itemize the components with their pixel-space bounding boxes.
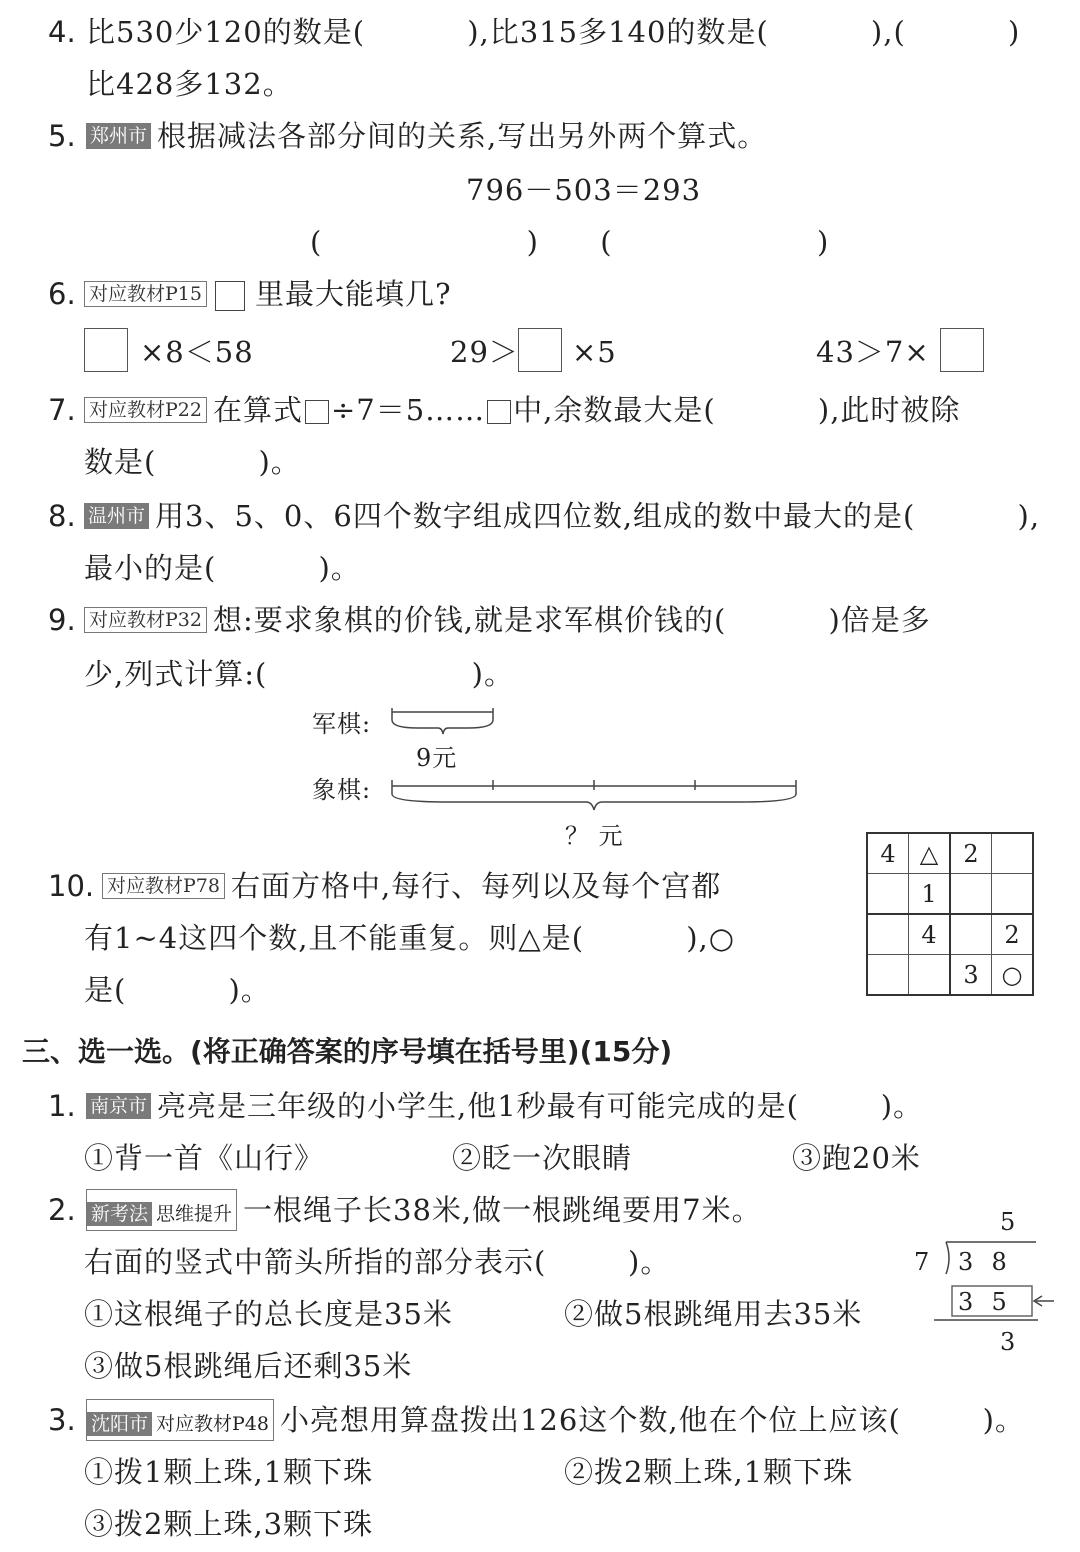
question-text: 想:要求象棋的价钱,就是求军棋价钱的( )倍是多 bbox=[212, 603, 931, 637]
option: ①背一首《山行》 bbox=[84, 1141, 325, 1175]
question-line bbox=[84, 496, 1040, 536]
division-bracket bbox=[928, 1238, 1078, 1328]
question-line bbox=[102, 866, 721, 906]
grid-cell bbox=[867, 874, 909, 915]
region-tag: 郑州市 bbox=[86, 123, 151, 149]
option: ①这根绳子的总长度是35米 bbox=[84, 1297, 453, 1331]
diagram-label: 军棋: bbox=[312, 710, 372, 738]
grid-cell bbox=[992, 833, 1034, 874]
question-number: 1. bbox=[48, 1089, 76, 1123]
diagram-value: ？ 元 bbox=[565, 822, 624, 850]
answer-box[interactable] bbox=[215, 281, 245, 311]
question-line bbox=[86, 116, 767, 156]
tag-group bbox=[86, 1399, 274, 1441]
question-line bbox=[86, 1190, 762, 1231]
textbook-tag: 对应教材P48 bbox=[156, 1413, 269, 1435]
question-number: 2. bbox=[48, 1193, 76, 1227]
question-text: 根据减法各部分间的关系,写出另外两个算式。 bbox=[157, 119, 768, 153]
grid-cell: 4 bbox=[867, 833, 909, 874]
question-text: 数是( )。 bbox=[84, 445, 301, 479]
grid-cell: 1 bbox=[909, 874, 951, 915]
diagram-value: 9元 bbox=[416, 744, 458, 772]
quotient: 5 bbox=[1000, 1208, 1017, 1236]
option: ③跑20米 bbox=[792, 1141, 921, 1175]
question-text: 有1~4这四个数,且不能重复。则△是( ),○ bbox=[84, 921, 736, 955]
option: ②拨2颗上珠,1颗下珠 bbox=[564, 1455, 854, 1489]
question-line bbox=[84, 390, 960, 430]
grid-cell: 2 bbox=[950, 833, 992, 874]
question-number: 7. bbox=[48, 393, 76, 427]
dividend: 3 8 bbox=[958, 1248, 1008, 1276]
question-number: 4. bbox=[48, 15, 76, 49]
option: ③拨2颗上珠,3颗下珠 bbox=[84, 1507, 374, 1541]
question-text: 用3、5、0、6四个数字组成四位数,组成的数中最大的是( ), bbox=[155, 499, 1041, 533]
diagram-label: 象棋: bbox=[312, 776, 372, 804]
question-number: 8. bbox=[48, 499, 76, 533]
grid-cell bbox=[867, 955, 909, 996]
remainder: 3 bbox=[1000, 1328, 1017, 1356]
grid-cell: 4 bbox=[909, 914, 951, 955]
grid-cell bbox=[992, 874, 1034, 915]
grid-cell: 2 bbox=[992, 914, 1034, 955]
answer-blanks: ( ) ( ) bbox=[310, 225, 830, 259]
question-number: 9. bbox=[48, 603, 76, 637]
grid-cell: △ bbox=[909, 833, 951, 874]
question-text: 亮亮是三年级的小学生,他1秒最有可能完成的是( )。 bbox=[157, 1089, 924, 1123]
region-tag: 南京市 bbox=[86, 1093, 151, 1119]
region-tag: 温州市 bbox=[84, 503, 149, 529]
grid-cell: ○ bbox=[992, 955, 1034, 996]
sudoku-grid bbox=[866, 832, 1034, 996]
grid-cell bbox=[950, 874, 992, 915]
question-number: 3. bbox=[48, 1403, 76, 1437]
question-line bbox=[86, 1400, 1025, 1441]
question-text: 小亮想用算盘拨出126这个数,他在个位上应该( )。 bbox=[279, 1403, 1025, 1437]
question-text: 右面方格中,每行、每列以及每个宫都 bbox=[230, 869, 722, 903]
equation: 796－503＝293 bbox=[466, 173, 702, 207]
question-text: 是( )。 bbox=[84, 973, 271, 1007]
question-text: 比530少120的数是( ),比315多140的数是( ),( ) bbox=[86, 15, 1021, 49]
inequality: ×8＜58 bbox=[140, 335, 254, 369]
question-text: 一根绳子长38米,做一根跳绳要用7米。 bbox=[243, 1193, 762, 1227]
option: ②眨一次眼睛 bbox=[452, 1141, 633, 1175]
divisor: 7 bbox=[914, 1248, 931, 1276]
grid-cell bbox=[867, 914, 909, 955]
question-text: 右面的竖式中箭头所指的部分表示( )。 bbox=[84, 1245, 671, 1279]
textbook-tag: 对应教材P22 bbox=[84, 397, 207, 423]
answer-box[interactable] bbox=[518, 328, 562, 372]
grid-cell: 3 bbox=[950, 955, 992, 996]
question-number: 10. bbox=[48, 869, 95, 903]
answer-box[interactable] bbox=[940, 328, 984, 372]
answer-box[interactable] bbox=[487, 400, 511, 424]
question-text: 在算式 bbox=[212, 393, 303, 427]
section-title: 三、选一选。(将正确答案的序号填在括号里)(15分) bbox=[22, 1035, 673, 1068]
textbook-tag: 对应教材P15 bbox=[84, 281, 207, 307]
inequality: 43＞7× bbox=[816, 335, 930, 369]
option: ②做5根跳绳用去35米 bbox=[564, 1297, 863, 1331]
product: 3 5 bbox=[958, 1288, 1008, 1316]
question-text: 比428多132。 bbox=[86, 67, 293, 101]
textbook-tag: 对应教材P32 bbox=[84, 607, 207, 633]
question-line bbox=[84, 600, 931, 640]
answer-box[interactable] bbox=[305, 400, 329, 424]
question-number: 5. bbox=[48, 119, 76, 153]
thinking-tag: 思维提升 bbox=[156, 1203, 233, 1225]
question-text: ÷7＝5…… bbox=[330, 393, 486, 427]
new-method-tag: 新考法 bbox=[87, 1202, 152, 1226]
option: ③做5根跳绳后还剩35米 bbox=[84, 1349, 413, 1383]
question-text: 少,列式计算:( )。 bbox=[84, 657, 514, 691]
question-line bbox=[84, 274, 452, 314]
question-number: 6. bbox=[48, 277, 76, 311]
option: ①拨1颗上珠,1颗下珠 bbox=[84, 1455, 374, 1489]
question-line bbox=[86, 1086, 923, 1126]
question-text: 中,余数最大是( ),此时被除 bbox=[513, 393, 961, 427]
grid-cell bbox=[909, 955, 951, 996]
line-segment-diagram bbox=[388, 706, 808, 816]
grid-cell bbox=[950, 914, 992, 955]
tag-group bbox=[86, 1189, 237, 1231]
inequality: 29＞ bbox=[450, 335, 519, 369]
answer-box[interactable] bbox=[84, 328, 128, 372]
question-text: 里最大能填几? bbox=[254, 277, 452, 311]
region-tag: 沈阳市 bbox=[87, 1412, 152, 1436]
question-text: 最小的是( )。 bbox=[84, 551, 361, 585]
textbook-tag: 对应教材P78 bbox=[102, 873, 225, 899]
inequality: ×5 bbox=[572, 335, 617, 369]
